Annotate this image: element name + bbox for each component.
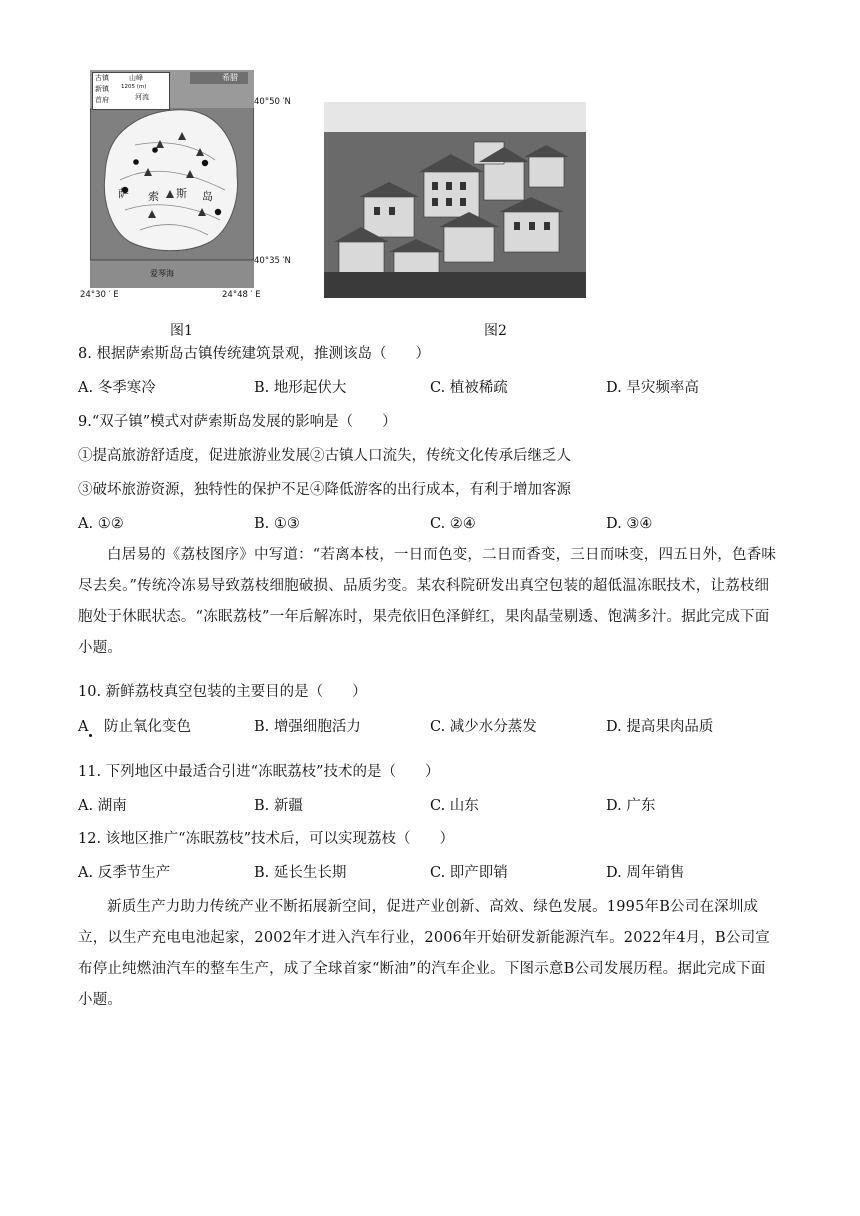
q8-option-c[interactable]: C. 植被稀疏	[430, 380, 508, 396]
map-legend	[92, 72, 170, 110]
q11-option-b[interactable]: B. 新疆	[254, 798, 303, 814]
q10-option-b[interactable]: B. 增强细胞活力	[254, 719, 361, 735]
q8-option-d[interactable]: D. 旱灾频率高	[606, 380, 699, 396]
lon-left-label: 24°30 ′ E	[80, 290, 119, 300]
town-photo	[324, 102, 586, 298]
q11-option-d[interactable]: D. 广东	[606, 798, 656, 814]
q9-statements-line-2: ③破坏旅游资源，独特性的保护不足④降低游客的出行成本，有利于增加客源	[78, 482, 571, 498]
q12-option-c[interactable]: C. 即产即销	[430, 865, 508, 881]
legend-peak: 山峰	[129, 74, 143, 82]
sea-label: 爱琴海	[150, 269, 174, 278]
legend-new-town: 新镇	[95, 85, 109, 93]
figure-1-caption: 图1	[170, 323, 193, 339]
question-12-stem: 12. 该地区推广“冻眠荔枝”技术后，可以实现荔枝（ ）	[78, 831, 454, 847]
q9-statements-line-1: ①提高旅游舒适度，促进旅游业发展②古镇人口流失，传统文化传承后继乏人	[78, 448, 571, 464]
q8-option-b[interactable]: B. 地形起伏大	[254, 380, 347, 396]
figure-1-map	[90, 70, 254, 288]
q10-option-a[interactable]: 防止氧化变色	[104, 719, 191, 735]
question-11-stem: 11. 下列地区中最适合引进“冻眠荔枝”技术的是（ ）	[78, 764, 440, 780]
passage-company-b: 新质生产力助力传统产业不断拓展新空间，促进产业创新、高效、绿色发展。1995年B公司在深圳成立，以生产充电电池起家，2002年才进入汽车行业，2006年开始研发新能源汽车。2022年4月，B公司宣布停止纯燃油汽车的整车生产，成了全球首家“断油”的汽车企业。下图示意B公司发展历程。据此完成下面小题。	[78, 899, 770, 1008]
q10-option-d[interactable]: D. 提高果肉品质	[606, 719, 714, 735]
question-8-stem: 8. 根据萨索斯岛古镇传统建筑景观，推测该岛（ ）	[78, 346, 430, 362]
island-char-3: 斯	[176, 187, 187, 200]
q11-option-c[interactable]: C. 山东	[430, 798, 479, 814]
q9-option-b[interactable]: B. ①③	[254, 516, 300, 532]
island-char-4: 岛	[202, 190, 213, 203]
q9-option-a[interactable]: A. ①②	[78, 516, 124, 532]
q12-option-a[interactable]: A. 反季节生产	[78, 865, 171, 881]
q10-option-a-letter[interactable]: A	[78, 719, 89, 735]
island-char-1: 萨	[118, 187, 129, 200]
legend-old-town: 古镇	[95, 74, 109, 82]
lat-bottom-label: 40°35 ′N	[254, 256, 291, 266]
legend-capital: 首府	[95, 96, 109, 104]
island-char-2: 索	[148, 190, 159, 203]
legend-river: 河流	[135, 93, 149, 101]
lat-top-label: 40°50 ′N	[254, 97, 291, 107]
q10-option-c[interactable]: C. 减少水分蒸发	[430, 719, 537, 735]
legend-elevation: 1205 (m)	[121, 84, 147, 90]
figure-2-caption: 图2	[484, 323, 507, 339]
q9-option-c[interactable]: C. ②④	[430, 516, 476, 532]
q9-option-d[interactable]: D. ③④	[606, 516, 653, 532]
passage-lychee: 白居易的《荔枝图序》中写道：“若离本枝，一日而色变，二日而香变，三日而味变，四五日外，色香味尽去矣。”传统冷冻易导致荔枝细胞破损、品质劣变。某农科院研发出真空包装的超低温冻眠技术，让荔枝细胞处于休眠状态。“冻眠荔枝”一年后解冻时，果壳依旧色泽鲜红，果肉晶莹剔透、饱满多汁。据此完成下面小题。	[78, 547, 777, 656]
q8-option-a[interactable]: A. 冬季寒冷	[78, 380, 156, 396]
lon-right-label: 24°48 ′ E	[222, 290, 261, 300]
q10-option-a-dot	[89, 734, 92, 737]
map-top-label: 希腊	[222, 73, 238, 82]
question-10-stem-text: 10. 新鲜荔枝真空包装的主要目的是（ ）	[78, 684, 367, 700]
q11-option-a[interactable]: A. 湖南	[78, 798, 127, 814]
q12-option-b[interactable]: B. 延长生长期	[254, 865, 347, 881]
island-shape	[104, 110, 237, 251]
figure-2-photo	[324, 102, 586, 298]
question-9-stem: 9.“双子镇”模式对萨索斯岛发展的影响是（ ）	[78, 414, 397, 430]
q12-option-d[interactable]: D. 周年销售	[606, 865, 685, 881]
